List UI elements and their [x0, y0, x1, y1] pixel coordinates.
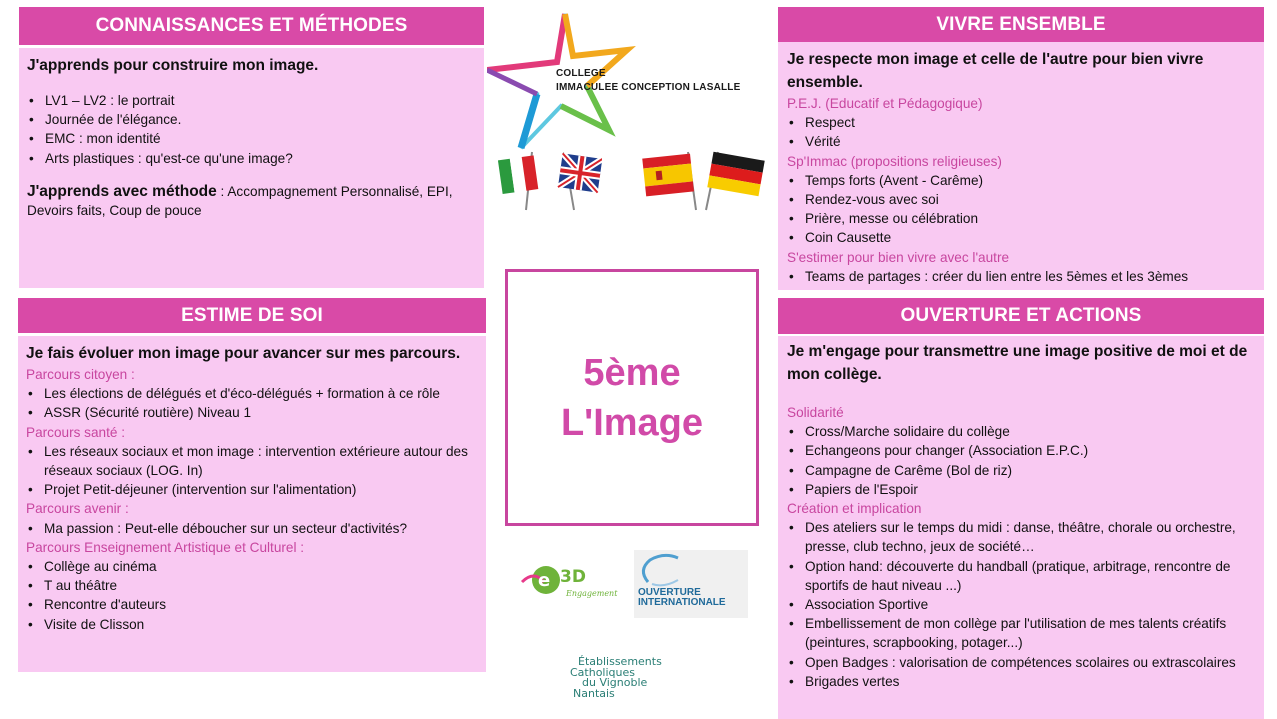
e3d-engagement-logo	[516, 560, 626, 610]
list-item: • Rendez-vous avec soi	[787, 190, 1255, 209]
list-item: • Prière, messe ou célébration	[787, 209, 1255, 228]
list-item: • Embellissement de mon collège par l'utilisation de mes talents créatifs (peintures, scrapbooking, potager...)	[787, 614, 1255, 652]
header-ouverture-actions: OUVERTURE ET ACTIONS	[778, 298, 1264, 334]
college-line-2: IMMACULEE CONCEPTION LASALLE	[556, 82, 741, 93]
college-name	[556, 67, 741, 95]
methode-title: J'apprends avec méthode	[27, 182, 217, 200]
list-sante	[26, 442, 478, 500]
list-item: • Projet Petit-déjeuner (intervention sur l'alimentation)	[26, 480, 478, 499]
center-title-box	[505, 269, 759, 526]
spain-germany-flags-icon	[640, 148, 766, 216]
list-solidarite	[787, 422, 1255, 499]
list-item: • Visite de Clisson	[26, 615, 478, 634]
list-item: • Cross/Marche solidaire du collège	[787, 422, 1255, 441]
list-item: • Open Badges : valorisation de compétences scolaires ou extrascolaires	[787, 653, 1255, 672]
methode-text: : Accompagnement Personnalisé, EPI, Devoirs faits, Coup de pouce	[27, 183, 453, 219]
college-line-1: COLLEGE	[556, 68, 606, 79]
list-item: • Papiers de l'Espoir	[787, 480, 1255, 499]
list-avenir	[26, 519, 478, 538]
section-label: S'estimer pour bien vivre avec l'autre	[787, 249, 1010, 265]
panel-estime-de-soi	[18, 336, 486, 672]
list-item: • Association Sportive	[787, 595, 1255, 614]
e3d-text: 3D	[560, 567, 586, 587]
methode-paragraph	[27, 182, 476, 220]
list-item: • T au théâtre	[26, 576, 478, 595]
etablissements-catholiques-logo	[570, 657, 662, 699]
section-label: Parcours santé :	[26, 424, 125, 440]
section-label: Parcours avenir :	[26, 501, 129, 517]
list-item: • Temps forts (Avent - Carême)	[787, 171, 1255, 190]
list-item: • Echangeons pour changer (Association E.P.C.)	[787, 441, 1255, 460]
lead-ouverture: Je m'engage pour transmettre une image positive de moi et de mon collège.	[787, 343, 1248, 383]
italy-uk-flags-icon	[498, 148, 602, 216]
list-item: • Respect	[787, 113, 1255, 132]
oi-line-2: INTERNATIONALE	[638, 597, 726, 608]
panel-vivre-ensemble	[778, 42, 1264, 290]
ecvn-line-2: Catholiques	[570, 665, 636, 679]
section-label: Création et implication	[787, 501, 922, 517]
header-estime-de-soi: ESTIME DE SOI	[18, 298, 486, 333]
list-item: • Teams de partages : créer du lien entre les 5èmes et les 3èmes	[787, 267, 1255, 286]
section-label: Parcours Enseignement Artistique et Culturel :	[26, 539, 305, 555]
list-item: • Vérité	[787, 132, 1255, 151]
lead-estime: Je fais évoluer mon image pour avancer sur mes parcours.	[26, 345, 461, 362]
list-item: • Les réseaux sociaux et mon image : intervention extérieure autour des réseaux sociaux (LOG. In)	[26, 442, 478, 480]
globe-icon	[634, 550, 748, 590]
section-label: Solidarité	[787, 405, 844, 420]
list-item: • Rencontre d'auteurs	[26, 595, 478, 614]
center-title-line-1: 5ème	[583, 351, 681, 394]
list-citoyen	[26, 384, 478, 422]
list-item: • Campagne de Carême (Bol de riz)	[787, 461, 1255, 480]
list-item: • Arts plastiques : qu'est-ce qu'une image?	[27, 149, 476, 168]
svg-text:e: e	[538, 570, 551, 591]
header-vivre-ensemble: VIVRE ENSEMBLE	[778, 7, 1264, 42]
list-creation	[787, 518, 1255, 691]
center-title-line-2: L'Image	[560, 401, 704, 444]
list-pej	[787, 113, 1255, 151]
e3d-sub: Engagement	[566, 589, 618, 598]
ecvn-line-3: du Vignoble	[582, 676, 648, 689]
oi-line-1: OUVERTURE	[638, 587, 701, 598]
ouverture-label	[638, 588, 748, 608]
lead-connaissances: J'apprends pour construire mon image.	[27, 57, 319, 74]
list-connaissances	[27, 91, 476, 168]
ecvn-line-1: Établissements	[578, 655, 662, 668]
list-item: • Coin Causette	[787, 228, 1255, 247]
section-label: Sp'Immac (propositions religieuses)	[787, 153, 1002, 169]
header-connaissances: CONNAISSANCES ET MÉTHODES	[19, 7, 484, 45]
list-item: • EMC : mon identité	[27, 129, 476, 148]
list-item: • Collège au cinéma	[26, 557, 478, 576]
section-label: P.E.J. (Educatif et Pédagogique)	[787, 96, 983, 111]
list-item: • Brigades vertes	[787, 672, 1255, 691]
list-item: • Ma passion : Peut-elle déboucher sur un secteur d'activités?	[26, 519, 478, 538]
list-item: • Journée de l'élégance.	[27, 110, 476, 129]
list-item: • LV1 – LV2 : le portrait	[27, 91, 476, 110]
panel-ouverture-actions	[778, 336, 1264, 719]
list-item: • ASSR (Sécurité routière) Niveau 1	[26, 403, 478, 422]
list-spimmac	[787, 171, 1255, 248]
panel-connaissances	[19, 48, 484, 288]
ecvn-line-4: Nantais	[573, 686, 615, 700]
list-item: • Les élections de délégués et d'éco-délégués + formation à ce rôle	[26, 384, 478, 403]
list-sestimer	[787, 267, 1255, 286]
list-item: • Option hand: découverte du handball (pratique, arbitrage, rencontre de sportifs de haut niveau ...)	[787, 557, 1255, 595]
ouverture-internationale-logo	[634, 550, 748, 618]
list-artistique	[26, 557, 478, 634]
list-item: • Des ateliers sur le temps du midi : danse, théâtre, chorale ou orchestre, presse, club techno, jeux de société…	[787, 518, 1255, 556]
lead-vivre-ensemble: Je respecte mon image et celle de l'autre pour bien vivre ensemble.	[787, 51, 1204, 91]
section-label: Parcours citoyen :	[26, 367, 135, 382]
